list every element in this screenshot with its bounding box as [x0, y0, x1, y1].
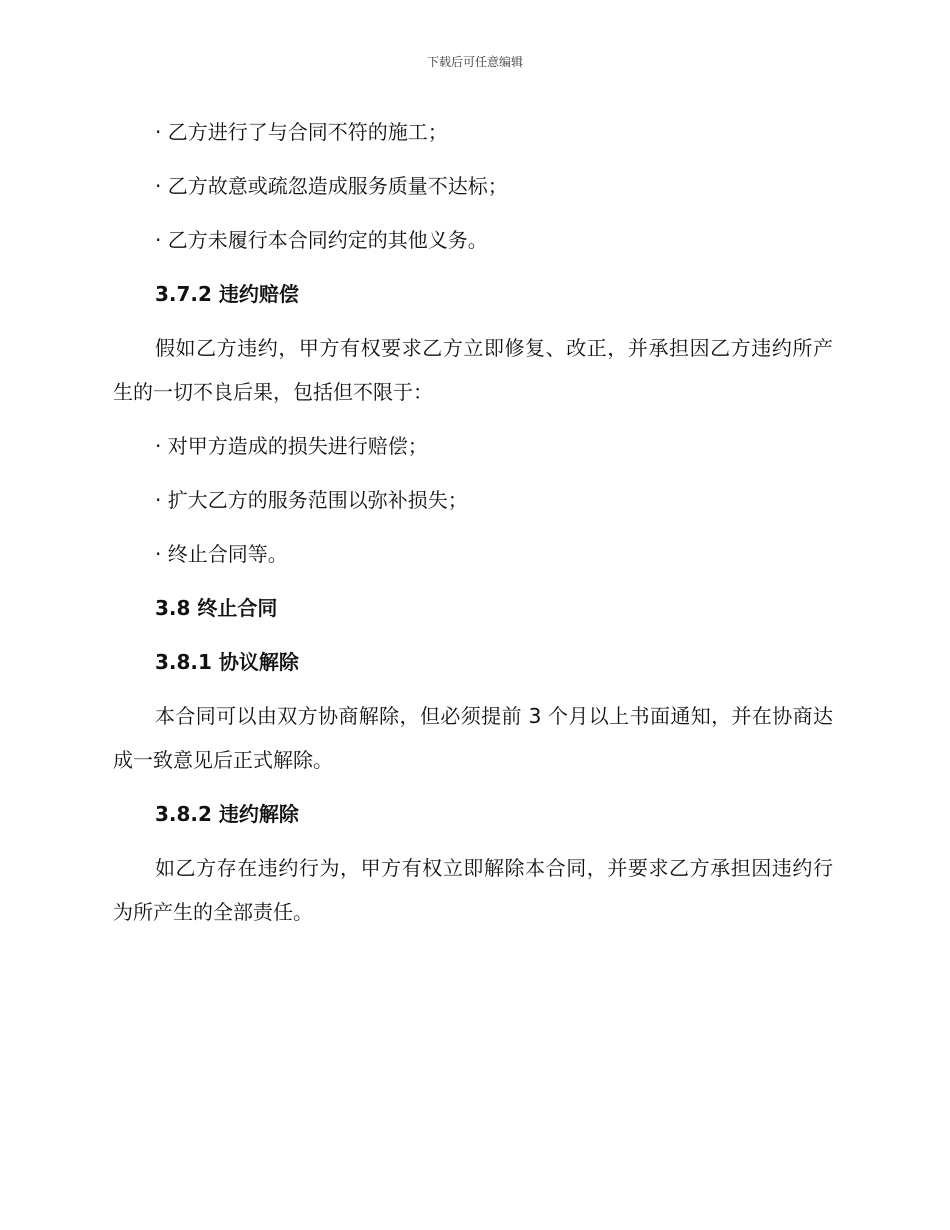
page-header: 下载后可任意编辑 — [426, 55, 523, 69]
section-heading-3-8-2: 3.8.2 违约解除 — [155, 802, 299, 826]
list-item: · 扩大乙方的服务范围以弥补损失； — [155, 488, 468, 512]
list-item: · 乙方未履行本合同约定的其他义务。 — [155, 228, 488, 252]
list-item: · 乙方故意或疏忽造成服务质量不达标； — [155, 174, 508, 198]
paragraph-3-7-2: 假如乙方违约，甲方有权要求乙方立即修复、改正，并承担因乙方违约所产生的一切不良后果，包括但不限于： — [113, 336, 833, 404]
section-heading-3-8-1: 3.8.1 协议解除 — [155, 650, 299, 674]
paragraph-3-8-1: 本合同可以由双方协商解除，但必须提前 3 个月以上书面通知，并在协商达成一致意见后正式解除。 — [113, 704, 833, 772]
section-heading-3-7-2: 3.7.2 违约赔偿 — [155, 282, 299, 306]
section-heading-3-8: 3.8 终止合同 — [155, 596, 278, 620]
list-item: · 对甲方造成的损失进行赔偿； — [155, 434, 428, 458]
list-item: · 乙方进行了与合同不符的施工； — [155, 120, 448, 144]
list-item: · 终止合同等。 — [155, 542, 288, 566]
paragraph-3-8-2: 如乙方存在违约行为，甲方有权立即解除本合同，并要求乙方承担因违约行为所产生的全部责任。 — [113, 856, 833, 924]
document-body — [113, 110, 833, 944]
